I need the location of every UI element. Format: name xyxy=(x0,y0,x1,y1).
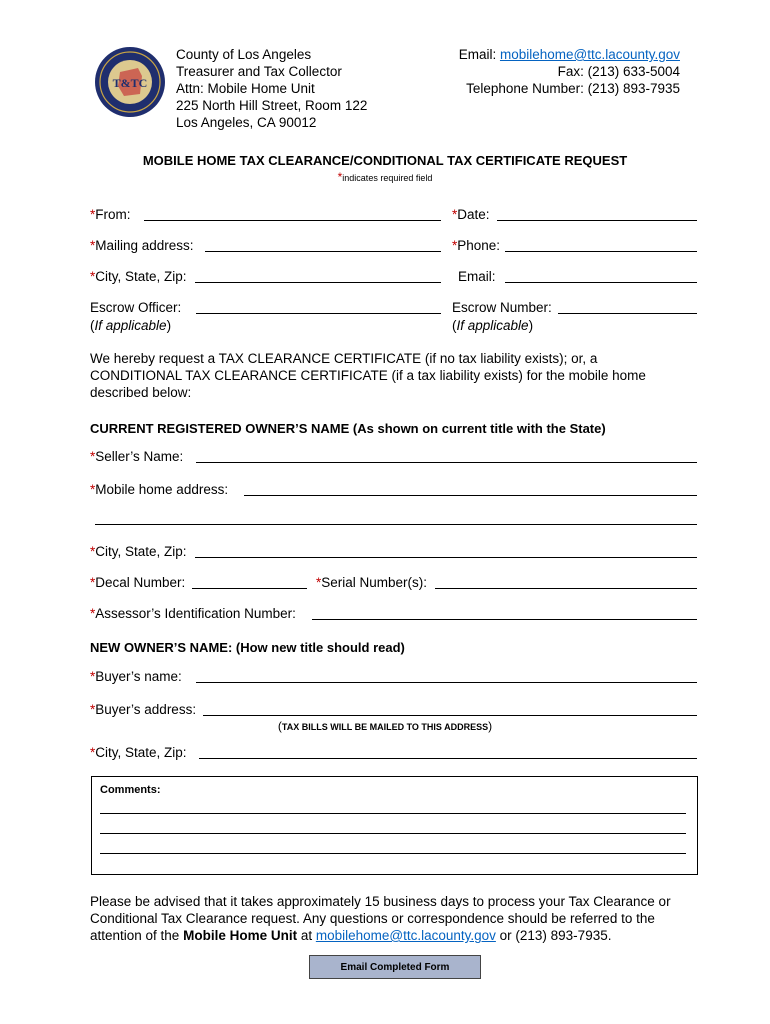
date-field[interactable] xyxy=(497,220,697,221)
address-line: Attn: Mobile Home Unit xyxy=(176,81,315,96)
fax-number: Fax: (213) 633-5004 xyxy=(557,64,680,79)
from-field[interactable] xyxy=(144,220,441,221)
serial-number-field[interactable] xyxy=(435,588,697,589)
ain-label: *Assessor’s Identification Number: xyxy=(90,606,296,621)
if-applicable-note: (If applicable) xyxy=(90,318,172,333)
email-label: Email: xyxy=(458,47,500,62)
escrow-number-label: Escrow Number: xyxy=(452,300,552,315)
email-completed-form-button[interactable]: Email Completed Form xyxy=(309,955,481,979)
form-title: MOBILE HOME TAX CLEARANCE/CONDITIONAL TAX CERTIFICATE REQUEST xyxy=(142,153,628,168)
mobile-home-address-field[interactable] xyxy=(244,495,697,496)
decal-number-label: *Decal Number: xyxy=(90,575,186,590)
serial-number-label: *Serial Number(s): xyxy=(316,575,428,590)
escrow-number-field[interactable] xyxy=(558,313,697,314)
comments-line xyxy=(100,853,686,854)
required-star: * xyxy=(337,170,343,184)
from-label: *From: xyxy=(90,207,131,222)
comments-label: Comments: xyxy=(100,784,161,796)
footer-email-link[interactable]: mobilehome@ttc.lacounty.gov xyxy=(315,928,496,943)
required-note-text: indicates required field xyxy=(342,173,433,183)
date-label: *Date: xyxy=(452,207,490,222)
address-line: 225 North Hill Street, Room 122 xyxy=(176,98,368,113)
mobile-home-address-field-2[interactable] xyxy=(95,524,697,525)
current-owner-heading: CURRENT REGISTERED OWNER’S NAME (As shown on current title with the State) xyxy=(90,421,606,436)
address-line: County of Los Angeles xyxy=(176,47,312,62)
phone-field[interactable] xyxy=(505,251,697,252)
mobile-home-unit-text: Mobile Home Unit xyxy=(183,928,298,943)
email-field[interactable] xyxy=(505,282,697,283)
new-city-field[interactable] xyxy=(199,758,697,759)
new-city-label: *City, State, Zip: xyxy=(90,745,187,760)
current-city-field[interactable] xyxy=(195,557,697,558)
required-note xyxy=(0,170,770,184)
telephone-number: Telephone Number: (213) 893-7935 xyxy=(466,81,680,96)
comments-box[interactable] xyxy=(91,776,698,875)
contact-email-link[interactable]: mobilehome@ttc.lacounty.gov xyxy=(499,47,680,62)
buyer-address-field[interactable] xyxy=(203,715,697,716)
new-owner-heading: NEW OWNER’S NAME: (How new title should read) xyxy=(90,640,405,655)
buyer-name-field[interactable] xyxy=(196,682,697,683)
decal-number-field[interactable] xyxy=(192,588,307,589)
buyer-name-label: *Buyer’s name: xyxy=(90,669,182,684)
tax-bills-note: (TAX BILLS WILL BE MAILED TO THIS ADDRESS) xyxy=(277,719,493,733)
escrow-officer-field[interactable] xyxy=(196,313,441,314)
email-field-label: Email: xyxy=(458,269,496,284)
if-applicable-note: (If applicable) xyxy=(452,318,534,333)
address-line: Treasurer and Tax Collector xyxy=(176,64,342,79)
seal-lettering: T&TC xyxy=(112,76,148,90)
address-line: Los Angeles, CA 90012 xyxy=(176,115,317,130)
footer-paragraph: Please be advised that it takes approximately 15 business days to process your Tax Clearance or Conditional Tax Clearance request. Any questions or correspondence should be referred to the attention of the Mobile Home Unit at mobilehome@ttc.lacounty.gov or (213) 893-7935. xyxy=(90,894,671,943)
escrow-officer-label: Escrow Officer: xyxy=(90,300,182,315)
ain-field[interactable] xyxy=(312,619,697,620)
county-seal-icon xyxy=(94,46,166,118)
county-address xyxy=(176,46,367,131)
buyer-address-label: *Buyer’s address: xyxy=(90,702,197,717)
comments-line xyxy=(100,813,686,814)
comments-line xyxy=(100,833,686,834)
mailing-address-field[interactable] xyxy=(205,251,441,252)
city-state-zip-field[interactable] xyxy=(195,282,441,283)
mailing-address-label: *Mailing address: xyxy=(90,238,194,253)
phone-label: *Phone: xyxy=(452,238,501,253)
seller-name-field[interactable] xyxy=(196,462,697,463)
request-paragraph: We hereby request a TAX CLEARANCE CERTIFICATE (if no tax liability exists); or, a CONDITIONAL TAX CLEARANCE CERTIFICATE (if a tax liability exists) for the mobile home described below: xyxy=(90,351,646,400)
city-state-zip-label: *City, State, Zip: xyxy=(90,269,187,284)
mobile-home-address-label: *Mobile home address: xyxy=(90,482,229,497)
seller-name-label: *Seller’s Name: xyxy=(90,449,184,464)
contact-info xyxy=(459,46,680,97)
current-city-label: *City, State, Zip: xyxy=(90,544,187,559)
